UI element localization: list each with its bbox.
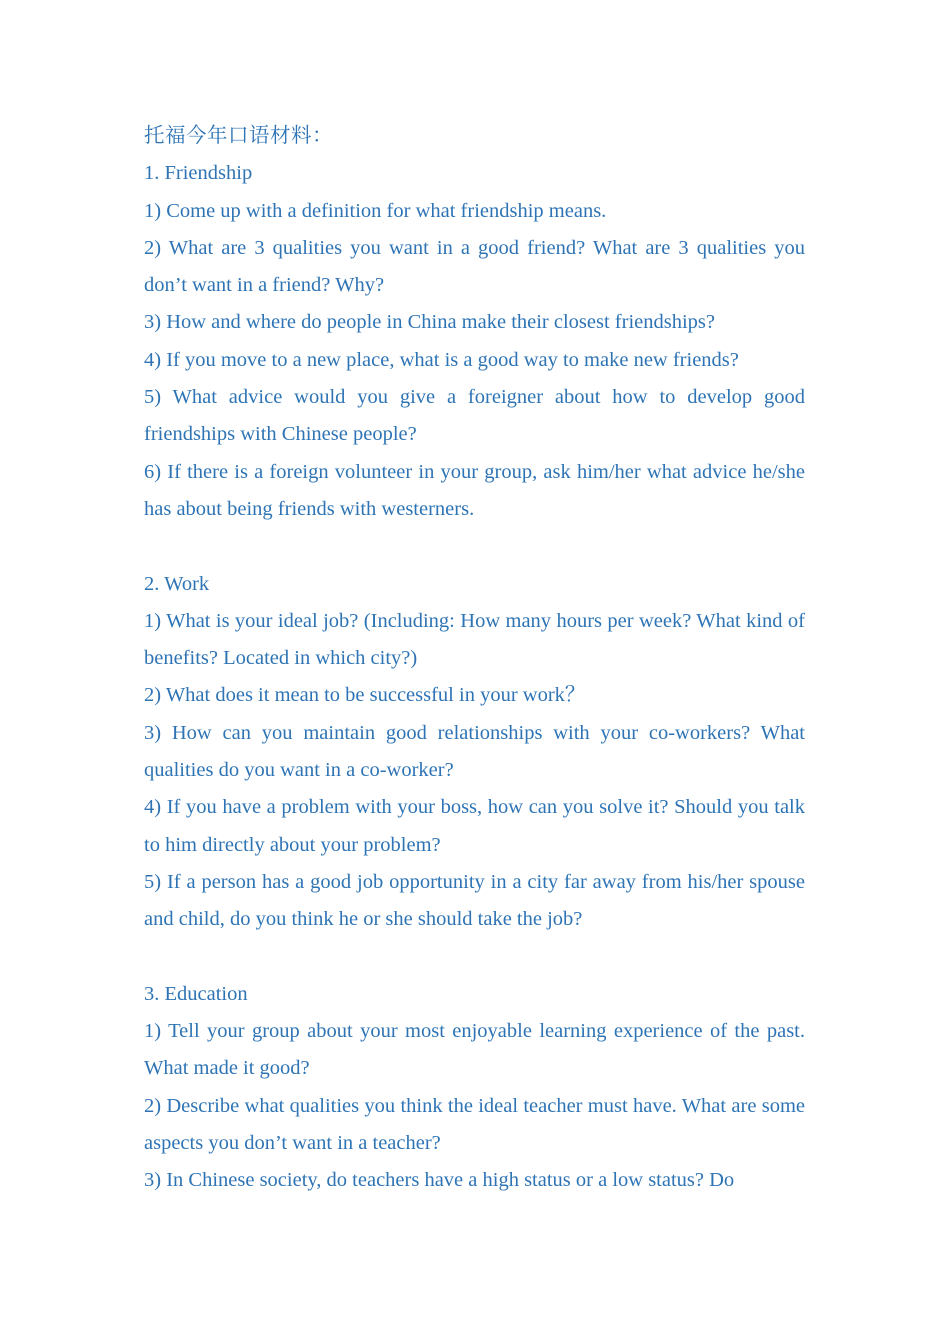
section-heading: 2. Work	[144, 572, 210, 595]
document-page	[144, 118, 805, 1200]
question-item: 1) Tell your group about your most enjoyable learning experience of the past. What made it good?	[144, 1020, 805, 1080]
question-item: 1) What is your ideal job? (Including: How many hours per week? What kind of benefits? Located in which city?)	[144, 609, 805, 670]
section-heading: 3. Education	[144, 982, 248, 1005]
question-item: 2) What does it mean to be successful in your work？	[144, 684, 586, 707]
question-item: 4) If you move to a new place, what is a good way to make new friends?	[144, 348, 739, 371]
question-item: 6) If there is a foreign volunteer in your group, ask him/her what advice he/she has about being friends with westerners.	[144, 460, 805, 520]
question-item: 5) If a person has a good job opportunity in a city far away from his/her spouse and child, do you think he or she should take the job?	[144, 870, 805, 931]
blank-line	[144, 939, 805, 976]
section-heading: 1. Friendship	[144, 162, 253, 185]
question-item: 1) Come up with a definition for what friendship means.	[144, 199, 607, 222]
question-item: 3) How and where do people in China make their closest friendships?	[144, 311, 715, 334]
question-item: 4) If you have a problem with your boss, how can you solve it? Should you talk to him directly about your problem?	[144, 796, 805, 856]
question-item: 3) In Chinese society, do teachers have a high status or a low status? Do	[144, 1169, 735, 1192]
question-item: 2) Describe what qualities you think the ideal teacher must have. What are some aspects you don’t want in a teacher?	[144, 1094, 805, 1155]
blank-line	[144, 528, 805, 565]
question-item: 2) What are 3 qualities you want in a good friend? What are 3 qualities you don’t want in a friend? Why?	[144, 236, 805, 297]
section-work	[144, 566, 805, 939]
question-item: 3) How can you maintain good relationships with your co-workers? What qualities do you want in a co-worker?	[144, 721, 805, 782]
section-friendship	[144, 155, 805, 528]
document-title: 托福今年口语材料：	[144, 125, 333, 147]
section-education	[144, 976, 805, 1200]
question-item: 5) What advice would you give a foreigner about how to develop good friendships with Chinese people?	[144, 386, 805, 446]
